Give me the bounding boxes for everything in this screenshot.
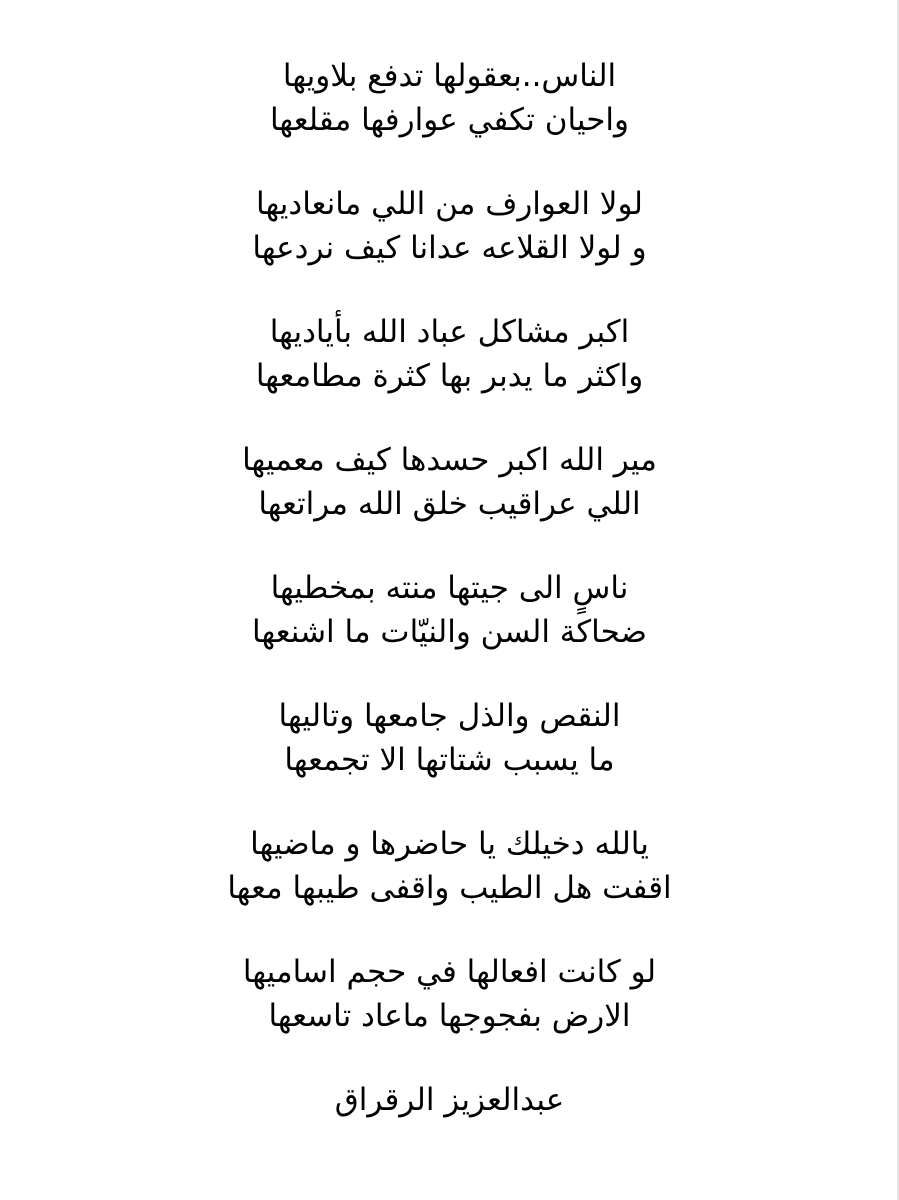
stanza-7 [0, 822, 899, 910]
verse-line: لو كانت افعالها في حجم اساميها [242, 954, 657, 990]
verse-line: الارض بفجوجها ماعاد تاسعها [268, 998, 631, 1034]
verse-line: واحيان تكفي عوارفها مقلعها [269, 102, 630, 138]
author-name: عبدالعزيز الرقراق [334, 1082, 565, 1118]
stanza-5 [0, 566, 899, 654]
stanza-8 [0, 950, 899, 1038]
verse-line: ضحاكة السن والنيّات ما اشنعها [252, 614, 647, 650]
verse-line: واكثر ما يدبر بها كثرة مطامعها [255, 358, 644, 394]
stanza-1 [0, 54, 899, 142]
stanza-3 [0, 310, 899, 398]
verse-line: الناس..بعقولها تدفع بلاويها [282, 58, 617, 94]
verse-line: ناسٍ الى جيتها منته بمخطيها [270, 570, 629, 606]
verse-line: لولا العوارف من اللي مانعاديها [256, 186, 643, 222]
verse-line: اقفت هل الطيب واقفى طيبها معها [227, 870, 672, 906]
verse-line: و لولا القلاعه عدانا كيف نردعها [252, 230, 647, 266]
stanza-4 [0, 438, 899, 526]
poem [0, 54, 899, 1122]
verse-line: اكبر مشاكل عباد الله بأياديها [269, 314, 630, 350]
stanza-6 [0, 694, 899, 782]
verse-line: النقص والذل جامعها وتاليها [278, 698, 621, 734]
verse-line: مير الله اكبر حسدها كيف معميها [242, 442, 657, 478]
verse-line: اللي عراقيب خلق الله مراتعها [258, 486, 641, 522]
verse-line: ما يسبب شتاتها الا تجمعها [284, 742, 615, 778]
verse-line: يالله دخيلك يا حاضرها و ماضيها [250, 826, 649, 862]
stanza-2 [0, 182, 899, 270]
